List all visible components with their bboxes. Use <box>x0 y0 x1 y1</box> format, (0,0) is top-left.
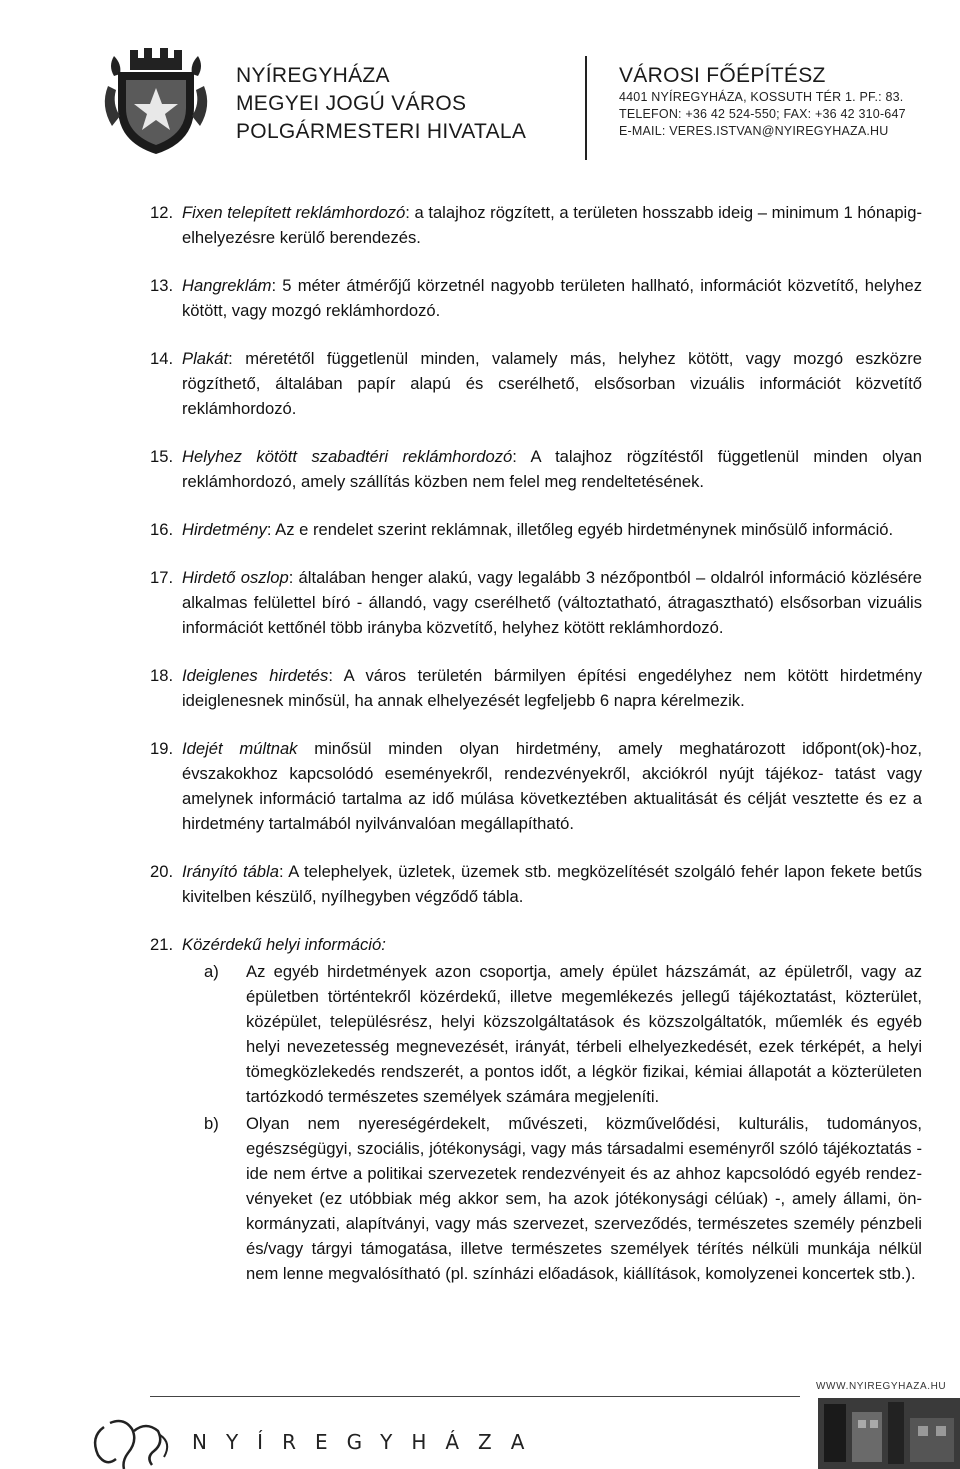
footer-city-name: NYÍREGYHÁZA <box>192 1430 544 1454</box>
item-number: 15. <box>150 447 174 466</box>
item-text: : A telephelyek, üzletek, üzemek stb. megközelítését szolgáló fehér lapon fekete betűs kivitelben készülő, nyílhegyben végződő tábla. <box>182 862 922 906</box>
item-number: 19. <box>150 739 174 758</box>
item-number: 17. <box>150 568 174 587</box>
item-body <box>182 859 922 909</box>
item-text: : 5 méter átmérőjű körzetnél nagyobb területen hallható, információt közvetítő, helyhez kötött, vagy mozgó reklámhordozó. <box>182 276 922 320</box>
item-body <box>182 346 922 421</box>
definitions-list <box>150 200 922 1309</box>
item-body <box>182 932 922 1286</box>
office-title: VÁROSI FŐÉPÍTÉSZ <box>619 64 826 87</box>
definition-item-13 <box>150 273 922 323</box>
definition-item-15 <box>150 444 922 494</box>
item-term: Közérdekű helyi információ: <box>182 935 386 954</box>
definition-item-21 <box>150 932 922 1286</box>
office-block <box>619 63 906 140</box>
item-body <box>182 273 922 323</box>
header-divider <box>585 56 587 160</box>
sub-item-a <box>182 959 922 1109</box>
definition-item-18 <box>150 663 922 713</box>
definition-item-16 <box>150 517 922 542</box>
office-address: 4401 NYÍREGYHÁZA, KOSSUTH TÉR 1. PF.: 83. <box>619 90 904 104</box>
item-term: Hirdető oszlop <box>182 568 289 587</box>
issuing-organization <box>236 62 526 146</box>
item-text: : Az e rendelet szerint reklámnak, illetőleg egyéb hirdetménynek minősülő információ. <box>266 520 894 539</box>
sub-item-label: b) <box>204 1114 219 1133</box>
org-name-line-3: POLGÁRMESTERI HIVATALA <box>236 120 527 143</box>
item-term: Helyhez kötött szabadtéri reklámhordozó <box>182 447 513 466</box>
office-phone-fax: TELEFON: +36 42 524-550; FAX: +36 42 310-647 <box>619 107 906 121</box>
sub-item-text: Az egyéb hirdetmények azon csoportja, amely épület házszámát, az épületről, vagy az épületben történtekről közérdekű, illetve megemlékezés jellegű tájékoztatást, közterület, középület, településrész, helyi közszolgáltatások és közszolgáltatók, műemlék és egyéb helyi nevezetesség megnevezését, irányát, térbeli elhelyezkedését, ezek térképét, a helyi tömegközlekedés rendszerét, a pontos időt, a légkör fizikai, kémiai állapotát a közterületen tartózkodó természetes személyek számára megjeleníti. <box>246 962 922 1106</box>
org-name-line-1: NYÍREGYHÁZA <box>236 64 390 87</box>
item-number: 18. <box>150 666 174 685</box>
sub-item-b <box>182 1111 922 1286</box>
item-term: Hirdetmény <box>182 520 267 539</box>
org-name-line-2: MEGYEI JOGÚ VÁROS <box>236 92 467 115</box>
item-number: 14. <box>150 349 174 368</box>
sub-item-text: Olyan nem nyereségérdekelt, művészeti, közművelődési, kulturális, tudományos, egészségügyi, szociális, jótékonysági, vagy más társadalmi eseményről szóló tájékoztatás - ide nem értve a politikai szervezetek rendezvényeit és az ahhoz kapcsolódó egyéb rendez- vényeket (ez utóbbiak még akkor sem, ha azok jótékonysági célúak) -, amely állami, ön- kormányzati, alapítványi, vagy más szervezet, szerveződés, természetes személy pénzbeli és/vagy tárgyi támogatása, illetve természetes személyek térítés nélküli munkája nélkül nem lenne megvalósítható (pl. színházi előadások, kiállítások, komolyzenei koncertek stb.). <box>246 1114 922 1283</box>
item-number: 16. <box>150 520 174 539</box>
sub-item-label: a) <box>204 962 219 981</box>
item-text: : A talajhoz rögzítéstől függetlenül minden olyan reklámhordozó, amely szállítás közben nem felel meg rendeltetésének. <box>182 447 923 491</box>
item-body <box>182 517 922 542</box>
definition-item-17 <box>150 565 922 640</box>
item-body <box>182 565 922 640</box>
footer-rule <box>150 1396 800 1397</box>
city-crest-icon <box>100 46 212 158</box>
item-number: 13. <box>150 276 174 295</box>
item-body <box>182 444 922 494</box>
definition-item-20 <box>150 859 922 909</box>
definition-item-12 <box>150 200 922 250</box>
item-text: : méretétől függetlenül minden, valamely más, helyhez kötött, vagy mozgó eszközre rögzíthető, általában papír alapú és cserélhető, elsősorban vizuális információt közvetítő reklámhordozó. <box>182 349 922 418</box>
definition-item-14 <box>150 346 922 421</box>
item-term: Hangreklám <box>182 276 272 295</box>
item-term: Irányító tábla <box>182 862 279 881</box>
item-term: Idejét múltnak <box>182 739 298 758</box>
item-number: 12. <box>150 203 174 222</box>
city-logo-icon <box>88 1413 180 1469</box>
item-term: Ideiglenes hirdetés <box>182 666 329 685</box>
item-body <box>182 200 922 250</box>
item-number: 21. <box>150 935 174 954</box>
office-email: E-MAIL: VERES.ISTVAN@NYIREGYHAZA.HU <box>619 124 889 138</box>
item-number: 20. <box>150 862 174 881</box>
item-term: Fixen telepített reklámhordozó <box>182 203 406 222</box>
item-text: : a talajhoz rögzített, a területen hosszabb ideig – minimum 1 hónapig- elhelyezésre kerülő berendezés. <box>182 203 922 247</box>
item-text: minősül minden olyan hirdetmény, amely meghatározott időpont(ok)-hoz, évszakokhoz kapcsolódó eseményekről, rendezvényekről, akciókról nyújt tájékoz- tatást vagy amelynek információ tartalma az idő múlása következtében aktualitását és célját vesztette és ez a hirdetmény tartalmából nyilvánvalóan megállapítható. <box>182 739 922 833</box>
item-text: : A város területén bármilyen építési engedélyhez nem kötött hirdetmény ideiglenesnek minősül, ha annak elhelyezését legfeljebb 6 napra kérelmezik. <box>182 666 922 710</box>
item-body <box>182 736 922 836</box>
footer-website: WWW.NYIREGYHAZA.HU <box>816 1381 947 1392</box>
item-body <box>182 663 922 713</box>
item-term: Plakát <box>182 349 229 368</box>
item-text: : általában henger alakú, vagy legalább 3 nézőpontból – oldalról információ közlésére alkalmas felülettel bíró - állandó, vagy cserélhető (változtatható, átragasztható) elsősorban vizuális információt kettőnél több irányba közvetítő, helyhez kötött reklámhordozó. <box>182 568 922 637</box>
footer-photo <box>818 1398 960 1469</box>
definition-item-19 <box>150 736 922 836</box>
